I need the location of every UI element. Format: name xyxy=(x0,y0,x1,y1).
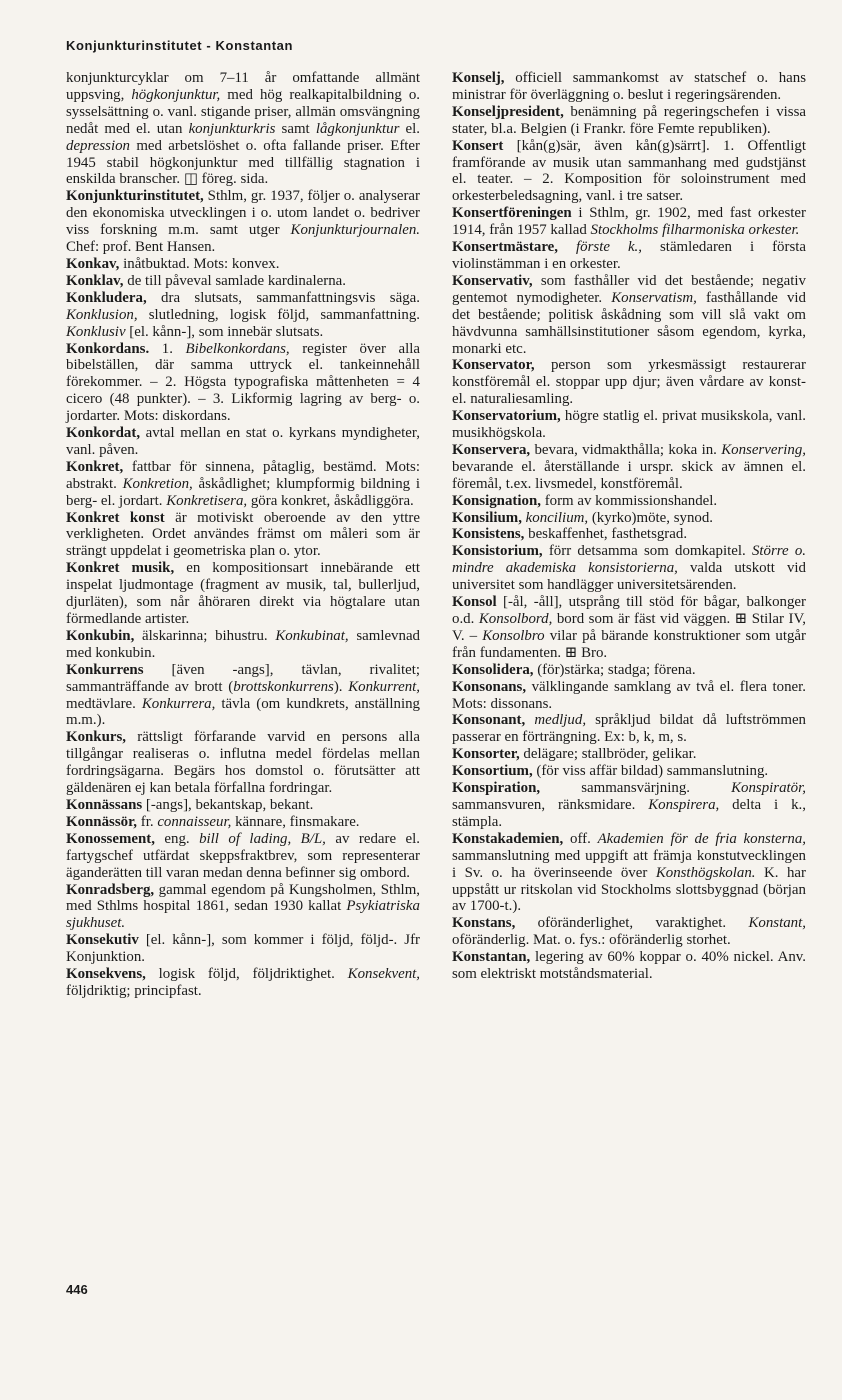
entry-text: [även -angs], tävlan, rivalitet; sammanträffande av brott ( xyxy=(66,661,420,695)
entry-headword: Konsolidera, xyxy=(452,661,534,678)
entry-text: slutledning, logisk följd, sammanfattning. xyxy=(137,306,420,323)
entry-text: register över alla bibelställen, där samma uttryck el. tankeinnehåll förekommer. – 2. Högsta typografiska måttenheten = 4 cicero (48 punkter). – 3. Likformig lagring av berg- o. jordarter. Mots: diskordans. xyxy=(66,340,420,425)
entry-headword: Konselj, xyxy=(452,70,505,86)
entry-italic-term: Större o. mindre akademiska konsistorierna, xyxy=(452,543,806,577)
entry-text xyxy=(558,239,576,255)
entry-italic-term: Konsthögskolan. xyxy=(655,864,756,881)
entry-italic-term: Psykiatriska sjukhuset. xyxy=(66,898,420,932)
entry-text: sammansvuren, ränksmidare. xyxy=(452,796,649,813)
entry-text: (för viss affär bildad) sammanslutning. xyxy=(532,763,769,780)
dictionary-entry xyxy=(66,425,420,459)
entry-headword: Konkordat, xyxy=(66,425,141,442)
entry-headword: Konservativ, xyxy=(452,272,533,289)
entry-italic-term: förste k., xyxy=(576,239,643,256)
entry-text: officiell sammankomst av statschef o. hans ministrar för överläggning o. beslut i regeringsärenden. xyxy=(452,70,806,103)
entry-italic-term: Konkubinat, xyxy=(275,627,349,644)
entry-text: [-angs], bekantskap, bekant. xyxy=(142,796,314,813)
entry-italic-term: Konklusiv xyxy=(66,323,126,340)
dictionary-entry xyxy=(66,256,420,273)
entry-italic-term: Konkurrent, xyxy=(348,678,421,695)
dictionary-entry xyxy=(66,831,420,882)
entry-headword: Konstakademien, xyxy=(452,830,564,847)
entry-headword: Konsilium, xyxy=(452,509,522,526)
dictionary-entry xyxy=(452,205,806,239)
entry-italic-term: Konkretisera, xyxy=(166,492,248,509)
dictionary-entry xyxy=(452,763,806,780)
dictionary-entry xyxy=(452,915,806,949)
entry-text: dra slutsats, sammanfattningsvis säga. xyxy=(146,289,420,306)
dictionary-entry xyxy=(66,814,420,831)
entry-text: med hög realkapitalbildning o. sysselsättning o. vanl. stigande priser, allmän omsvängning nedåt med el. utan xyxy=(66,86,420,137)
entry-text: högre statlig el. privat musikskola, vanl. musikhögskola. xyxy=(452,408,806,442)
entry-headword: Konkret, xyxy=(66,458,124,475)
entry-text: älskarinna; bihustru. xyxy=(134,627,276,644)
entry-text: förr detsamma som domkapitel. xyxy=(542,543,752,560)
dictionary-entry xyxy=(452,273,806,358)
entry-italic-term: konjunkturkris xyxy=(188,120,276,137)
dictionary-entry xyxy=(66,341,420,426)
entry-italic-term: depression xyxy=(66,137,130,154)
entry-text: välklingande samklang av två el. flera toner. Mots: dissonans. xyxy=(452,678,806,712)
dictionary-entry xyxy=(452,746,806,763)
dictionary-entry xyxy=(66,560,420,628)
dictionary-entry xyxy=(66,797,420,814)
entry-headword: Konkordans. xyxy=(66,340,150,357)
entry-italic-term: Konsolbord, xyxy=(478,611,553,627)
entry-headword: Konspiration, xyxy=(452,780,541,797)
entry-text: form av kommissionshandel. xyxy=(540,492,718,509)
entry-text: konjunkturcyklar om 7–11 år omfattande allmänt uppsving, xyxy=(66,70,420,103)
entry-text: fr. xyxy=(137,813,158,830)
entry-text: beskaffenhet, fasthetsgrad. xyxy=(524,526,688,543)
entry-italic-term: medljud, xyxy=(534,712,587,729)
entry-headword: Konkurs, xyxy=(66,729,126,746)
entry-text: Chef: prof. Bent Hansen. xyxy=(66,239,216,256)
dictionary-entry xyxy=(66,70,420,188)
dictionary-entry xyxy=(452,712,806,746)
dictionary-entry xyxy=(452,138,806,206)
dictionary-entry xyxy=(452,831,806,916)
entry-text: bord som är fäst vid väggen. ⊞ Stilar IV, V. – xyxy=(452,611,806,644)
dictionary-entry xyxy=(452,239,806,273)
page-number: 446 xyxy=(66,1282,88,1297)
entry-headword: Konkret musik, xyxy=(66,560,175,577)
entry-italic-term: Akademien för de fria konsterna, xyxy=(597,830,807,847)
dictionary-entry xyxy=(66,188,420,256)
dictionary-entry xyxy=(452,526,806,543)
dictionary-entry xyxy=(452,662,806,679)
entry-italic-term: connaisseur, xyxy=(157,813,232,830)
left-column xyxy=(66,70,420,1000)
entry-italic-term: Stockholms filharmoniska orkester. xyxy=(590,222,800,239)
dictionary-entry xyxy=(452,104,806,138)
entry-text: fasthållande vid det bestående; politisk åskådning som vill slå vakt om hävdvunna samhällsinstitutioner såsom egendom, kyrka, monarki etc. xyxy=(452,289,806,357)
entry-text: 1. xyxy=(149,340,186,357)
entry-headword: Konkubin, xyxy=(66,627,135,644)
entry-text: eng. xyxy=(154,830,200,847)
entry-text: oföränderlighet, varaktighet. xyxy=(515,915,749,932)
entry-text: valda utskott vid universitet som handlägger universitetsärenden. xyxy=(452,560,806,594)
dictionary-entry xyxy=(452,408,806,442)
dictionary-entry xyxy=(66,273,420,290)
entry-headword: Konsertmästare, xyxy=(452,239,559,256)
entry-text: ). xyxy=(333,678,349,695)
entry-text: samt xyxy=(275,120,316,137)
entry-text: samlevnad med konkubin. xyxy=(66,627,421,661)
entry-text: bevara, vidmakthålla; koka in. xyxy=(530,441,722,458)
dictionary-entry xyxy=(452,543,806,594)
dictionary-entry xyxy=(452,949,806,983)
entry-headword: Konkav, xyxy=(66,255,120,272)
running-header: Konjunkturinstitutet - Konstantan xyxy=(66,38,294,53)
entry-headword: Konsekutiv xyxy=(66,932,139,949)
entry-headword: Konstans, xyxy=(452,915,516,932)
entry-headword: Konkret konst xyxy=(66,509,165,526)
entry-text: i Sthlm, gr. 1902, med fast orkester 1914, från 1957 kallad xyxy=(452,205,806,239)
right-column xyxy=(452,70,806,983)
entry-text: följdriktig; principfast. xyxy=(66,982,202,999)
entry-italic-term: brottskonkurrens xyxy=(233,678,334,695)
entry-italic-term: Konspirera, xyxy=(648,796,720,813)
dictionary-entry xyxy=(452,442,806,493)
entry-text: språkljud bildat då luftströmmen passerar en förträngning. Ex: b, k, m, s. xyxy=(452,712,806,746)
entry-headword: Konstantan, xyxy=(452,949,531,966)
entry-italic-term: Konsekvent, xyxy=(347,966,420,983)
entry-headword: Konradsberg, xyxy=(66,881,155,898)
entry-text: inåtbuktad. Mots: konvex. xyxy=(119,255,280,272)
entry-text: sammansvärjning. xyxy=(540,780,732,797)
entry-text: avtal mellan en stat o. kyrkans myndigheter, vanl. påven. xyxy=(66,425,420,458)
entry-text: som fasthåller vid det bestående; negativ gentemot nymodigheter. xyxy=(452,272,806,306)
dictionary-entry xyxy=(66,510,420,561)
entry-headword: Konkludera, xyxy=(66,289,147,306)
entry-text: fattbar för sinnena, påtaglig, bestämd. Mots: abstrakt. xyxy=(66,458,420,492)
entry-text: person som yrkesmässigt restaurerar konstföremål el. stoppar upp djur; även vårdare av konst- el. naturaliesamling. xyxy=(452,357,806,408)
dictionary-entry xyxy=(452,510,806,527)
entry-headword: Konkurrens xyxy=(66,661,144,678)
entry-italic-term: Konklusion, xyxy=(66,306,138,323)
entry-italic-term: Konspiratör, xyxy=(731,780,806,797)
entry-italic-term: högkonjunktur, xyxy=(131,86,221,103)
entry-headword: Konservator, xyxy=(452,357,535,374)
dictionary-entry xyxy=(452,679,806,713)
entry-headword: Konnässans xyxy=(66,796,143,813)
entry-italic-term: lågkonjunktur xyxy=(315,120,400,137)
entry-text: [kån(g)sär, även kån(g)särrt]. 1. Offentligt framförande av musik utan sammanhang med gudstjänst el. teater. – 2. Komposition för soloinstrument med orkesterbeledsagning, vanl. i tre satser. xyxy=(452,137,806,205)
entry-text: oföränderlig. Mat. o. fys.: oföränderlig storhet. xyxy=(452,932,731,949)
entry-headword: Konsorter, xyxy=(452,746,520,763)
entry-italic-term: Konkretion, xyxy=(122,475,193,492)
entry-headword: Konsert xyxy=(452,137,504,154)
entry-italic-term: Konjunkturjournalen. xyxy=(290,222,420,239)
entry-text: benämning på regeringschefen i vissa stater, bl.a. Belgien (i Frankr. före Femte republiken). xyxy=(452,103,806,137)
dictionary-entry xyxy=(66,459,420,510)
entry-text: vilar på bärande konstruktioner som utgår från fundamenten. ⊞ Bro. xyxy=(452,627,806,661)
entry-headword: Konsistorium, xyxy=(452,543,543,560)
entry-headword: Konsonant, xyxy=(452,712,526,729)
entry-text: [el. kånn-], som innebär slutsats. xyxy=(125,323,324,340)
entry-text: är motiviskt oberoende av den yttre verkligheten. Ordet användes främst om måleri som är strängt uppdelat i geometriska plan o. ytor. xyxy=(66,509,420,560)
entry-text: K. har uppstått ur ritskolan vid Stockholms slottsbyggnad (början av 1700-t.). xyxy=(452,864,806,915)
entry-text: sammanslutning med uppgift att främja konstutvecklingen i Sv. o. ha överinseende över xyxy=(452,847,806,881)
entry-headword: Konsertföreningen xyxy=(452,205,572,222)
entry-text: delta i k., stämpla. xyxy=(452,796,807,830)
dictionary-entry xyxy=(66,932,420,966)
dictionary-entry xyxy=(452,357,806,408)
entry-text: av redare el. fartygschef utfärdat skeppsfraktbrev, som representerar äganderätten till varan medan denna befinner sig ombord. xyxy=(66,830,420,881)
entry-headword: Konservera, xyxy=(452,441,531,458)
entry-text: (för)stärka; stadga; förena. xyxy=(533,661,696,678)
entry-headword: Konservatorium, xyxy=(452,408,561,425)
dictionary-entry xyxy=(66,628,420,662)
entry-text: logisk följd, följdriktighet. xyxy=(145,966,348,983)
entry-italic-term: bill of lading, B/L, xyxy=(199,830,326,847)
dictionary-entry xyxy=(66,966,420,1000)
entry-italic-term: Konkurrera, xyxy=(141,695,216,712)
entry-text: gammal egendom på Kungsholmen, Sthlm, med Sthlms hospital 1861, sedan 1930 kallat xyxy=(66,881,420,915)
entry-text: off. xyxy=(563,830,598,847)
entry-italic-term: Konservering, xyxy=(721,441,806,458)
dictionary-entry xyxy=(452,493,806,510)
entry-italic-term: Bibelkonkordans, xyxy=(185,340,290,357)
entry-text: de till påveval samlade kardinalerna. xyxy=(123,272,346,289)
entry-text: åskådlighet; klumpformig bildning i berg- el. jordart. xyxy=(66,475,420,509)
entry-headword: Konsekvens, xyxy=(66,966,146,983)
entry-headword: Konsignation, xyxy=(452,492,541,509)
entry-italic-term: Konstant, xyxy=(748,915,806,932)
dictionary-entry xyxy=(66,729,420,797)
entry-text: medtävlare. xyxy=(66,695,142,712)
entry-headword: Konsol xyxy=(452,594,497,611)
entry-italic-term: Konsolbro xyxy=(482,627,545,644)
entry-text: en kompositionsart innebärande ett inspelat ljudmontage (fragment av musik, tal, bullerljud, djurläten), som når åhöraren direkt via högtalare utan förmedlande artister. xyxy=(66,560,420,627)
entry-text: tävla (om kundkrets, anställning m.m.). xyxy=(66,695,421,729)
entry-text: [-ål, -åll], utsprång till stöd för bågar, balkonger o.d. xyxy=(452,594,806,627)
dictionary-entry xyxy=(452,594,806,662)
entry-text: rättsligt förfarande varvid en persons alla tillgångar realiseras o. influtna medel fördelas mellan fordringsägarna. Begärs hos domstol o. förutsätter att gäldenären ej kan betala förfallna fordringar. xyxy=(66,729,420,797)
dictionary-entry xyxy=(66,290,420,341)
entry-italic-term: Konservatism, xyxy=(611,289,697,306)
entry-text: [el. kånn-], som kommer i följd, följd-. Jfr Konjunktion. xyxy=(66,932,420,966)
entry-headword: Konsonans, xyxy=(452,678,527,695)
dictionary-entry xyxy=(66,882,420,933)
entry-headword: Konseljpresident, xyxy=(452,103,564,120)
entry-text: bevarande el. återställande i urspr. skick av ämnen el. föremål, t.ex. livsmedel, konstföremål. xyxy=(452,458,806,492)
entry-text: kännare, finsmakare. xyxy=(231,813,360,830)
entry-headword: Konnässör, xyxy=(66,813,138,830)
entry-headword: Konjunkturinstitutet, xyxy=(66,188,204,205)
entry-text: göra konkret, åskådliggöra. xyxy=(247,492,414,509)
entry-text: (kyrko)möte, synod. xyxy=(588,509,714,526)
entry-text: delägare; stallbröder, gelikar. xyxy=(519,746,697,763)
entry-headword: Konossement, xyxy=(66,830,155,847)
dictionary-entry xyxy=(452,780,806,831)
entry-text xyxy=(525,712,534,728)
dictionary-entry xyxy=(66,662,420,730)
entry-text: legering av 60% koppar o. 40% nickel. Anv. som elektriskt motståndsmaterial. xyxy=(452,949,806,983)
entry-italic-term: koncilium, xyxy=(525,509,589,526)
entry-text: Sthlm, gr. 1937, följer o. analyserar den ekonomiska utvecklingen i o. utom landet o. bedriver viss forskning m.m. samt utger xyxy=(66,188,420,239)
dictionary-entry xyxy=(452,70,806,104)
entry-text: stämledaren i första violinstämman i en orkester. xyxy=(452,239,806,272)
entry-text: el. xyxy=(399,120,420,137)
entry-text: med arbetslöshet o. ofta fallande priser. Efter 1945 stabil högkonjunktur med tillfällig stagnation i enskilda branscher. ◫ föreg. sida. xyxy=(66,137,420,188)
entry-headword: Konsistens, xyxy=(452,526,525,543)
entry-headword: Konklav, xyxy=(66,272,124,289)
entry-headword: Konsortium, xyxy=(452,763,533,780)
